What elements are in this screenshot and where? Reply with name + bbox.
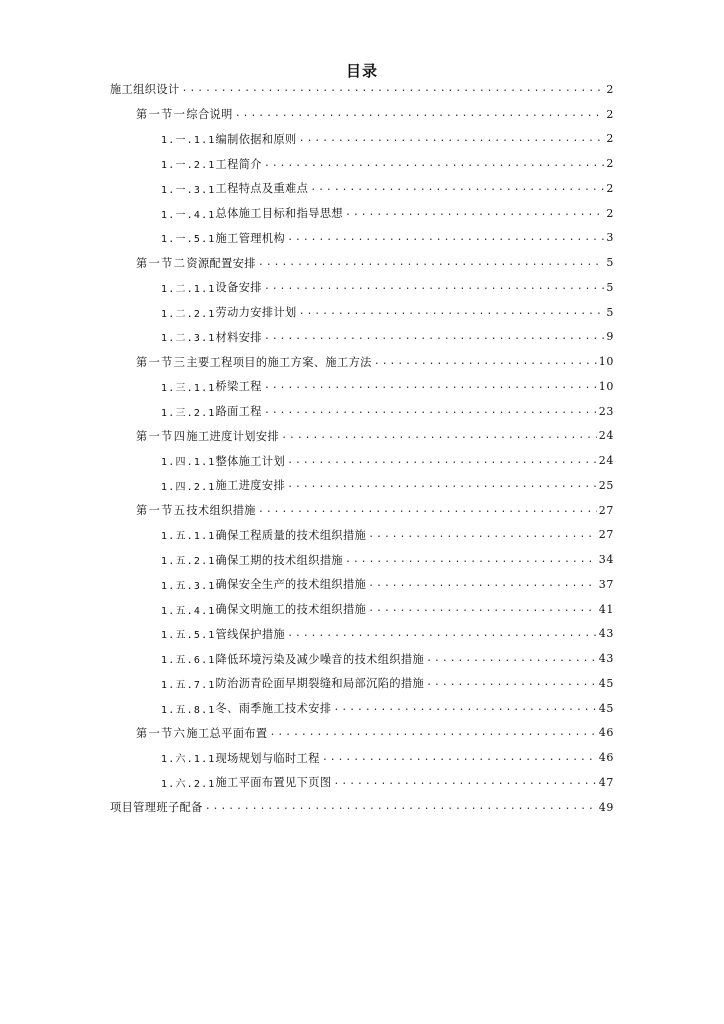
toc-dot-leader (299, 307, 605, 317)
toc-dot-leader (264, 159, 605, 169)
toc-entry-title: 冬、雨季施工技术安排 (215, 702, 332, 716)
toc-entry-number: 第一节二 (136, 256, 187, 270)
toc-page-number: 27 (598, 528, 614, 542)
toc-entry-title: 施工总平面布置 (186, 726, 268, 740)
toc-entry-number: 第一节四 (136, 429, 187, 443)
toc-dot-leader (287, 456, 597, 466)
toc-entry-number: 1.二.1.1 (161, 283, 216, 295)
toc-page-number: 45 (598, 701, 614, 715)
toc-dot-leader (322, 753, 597, 763)
toc-entry-number: 第一节三 (136, 355, 187, 369)
toc-entry[interactable] (161, 770, 614, 795)
toc-dot-leader (281, 431, 597, 441)
toc-dot-leader (264, 406, 597, 416)
toc-dot-leader (287, 233, 604, 243)
toc-entry[interactable] (161, 374, 614, 399)
toc-entry[interactable] (161, 325, 614, 350)
toc-entry-title: 总体施工目标和指导思想 (215, 207, 343, 221)
toc-entry-number: 第一节五 (136, 504, 187, 518)
toc-entry[interactable] (110, 77, 614, 102)
toc-entry-title: 施工平面布置见下页图 (215, 776, 332, 790)
toc-entry-title: 整体施工计划 (215, 454, 286, 468)
toc-page-number: 41 (598, 602, 614, 616)
toc-entry[interactable] (136, 349, 614, 374)
toc-entry-number: 1.五.2.1 (161, 556, 216, 568)
toc-entry-title: 确保安全生产的技术组织措施 (215, 578, 367, 592)
page-title: 目录 (345, 62, 378, 80)
toc-entry-title: 桥梁工程 (215, 380, 262, 394)
toc-dot-leader (368, 604, 597, 614)
toc-entry-number: 1.五.5.1 (161, 630, 216, 642)
toc-entry[interactable] (136, 424, 614, 449)
toc-entry-title: 路面工程 (215, 405, 262, 419)
toc-entry-title: 工程特点及重难点 (215, 182, 309, 196)
toc-entry[interactable] (136, 250, 614, 275)
toc-page-number: 34 (598, 553, 614, 567)
toc-entry[interactable] (161, 597, 614, 622)
toc-entry-number: 1.五.1.1 (161, 531, 216, 543)
toc-page-number: 27 (598, 503, 614, 517)
toc-entry[interactable] (161, 547, 614, 572)
toc-dot-leader (299, 134, 605, 144)
toc-dot-leader (205, 802, 597, 812)
toc-dot-leader (426, 678, 597, 688)
toc-entry-number: 1.六.1.1 (161, 754, 216, 766)
toc-page-number: 5 (606, 256, 614, 270)
toc-entry-number: 1.一.2.1 (161, 160, 216, 172)
toc-entry-title: 施工进度计划安排 (186, 429, 280, 443)
toc-entry[interactable] (161, 671, 614, 696)
toc-page-number: 2 (606, 107, 614, 121)
toc-entry[interactable] (161, 622, 614, 647)
toc-page-number: 2 (606, 206, 614, 220)
toc-page-number: 46 (598, 726, 614, 740)
toc-page-number: 47 (598, 775, 614, 789)
toc-page-number: 3 (606, 231, 614, 245)
toc-page-number: 9 (606, 330, 614, 344)
toc-dot-leader (426, 654, 597, 664)
toc-entry-number: 1.五.7.1 (161, 679, 216, 691)
toc-page-number: 2 (606, 157, 614, 171)
toc-entry-number: 1.一.3.1 (161, 184, 216, 196)
toc-entry[interactable] (161, 646, 614, 671)
toc-entry-title: 材料安排 (215, 330, 262, 344)
toc-entry[interactable] (161, 151, 614, 176)
toc-entry-title: 工程简介 (215, 157, 262, 171)
toc-page-number: 45 (598, 676, 614, 690)
toc-entry-number: 1.一.5.1 (161, 234, 216, 246)
toc-entry-title: 综合说明 (186, 108, 233, 122)
toc-entry-number: 1.六.2.1 (161, 778, 216, 790)
toc-entry-number: 1.二.2.1 (161, 308, 216, 320)
toc-entry[interactable] (161, 399, 614, 424)
toc-dot-leader (368, 530, 597, 540)
toc-dot-leader (345, 208, 604, 218)
toc-entry[interactable] (161, 300, 614, 325)
toc-page-number: 2 (606, 132, 614, 146)
toc-page-number: 10 (598, 355, 614, 369)
toc-entry[interactable] (110, 795, 614, 820)
toc-dot-leader (258, 505, 597, 515)
toc-entry[interactable] (136, 498, 614, 523)
toc-dot-leader (287, 629, 597, 639)
toc-entry-number: 第一节一 (136, 108, 187, 122)
toc-entry[interactable] (161, 127, 614, 152)
toc-entry-title: 防治沥青砼面早期裂缝和局部沉陷的措施 (215, 677, 425, 691)
toc-entry-title: 施工进度安排 (215, 479, 286, 493)
toc-page-number: 24 (598, 454, 614, 468)
toc-dot-leader (264, 332, 605, 342)
toc-dot-leader (333, 703, 596, 713)
toc-entry-title: 降低环境污染及减少噪音的技术组织措施 (215, 652, 425, 666)
toc-page-number: 23 (598, 404, 614, 418)
toc-entry-title: 施工组织设计 (110, 83, 180, 97)
toc-entry-number: 1.三.1.1 (161, 382, 216, 394)
toc-entry[interactable] (161, 745, 614, 770)
toc-entry-number: 1.一.4.1 (161, 209, 216, 221)
toc-entry-title: 设备安排 (215, 281, 262, 295)
toc-entry[interactable] (161, 275, 614, 300)
toc-dot-leader (374, 357, 597, 367)
toc-entry[interactable] (161, 523, 614, 548)
toc-entry-title: 施工管理机构 (215, 231, 286, 245)
toc-dot-leader (258, 258, 605, 268)
toc-entry-title: 现场规划与临时工程 (215, 751, 320, 765)
toc-entry[interactable] (136, 721, 614, 746)
toc-page-number: 24 (598, 429, 614, 443)
toc-entry[interactable] (161, 176, 614, 201)
toc-dot-leader (345, 555, 597, 565)
toc-entry[interactable] (161, 572, 614, 597)
toc-entry-title: 确保文明施工的技术组织措施 (215, 603, 367, 617)
toc-entry[interactable] (161, 448, 614, 473)
toc-page-number: 5 (606, 280, 614, 294)
toc-entry-number: 1.一.1.1 (161, 135, 216, 147)
toc-page-number: 43 (598, 627, 614, 641)
toc-page-number: 2 (606, 181, 614, 195)
toc-entry-number: 1.五.3.1 (161, 580, 216, 592)
toc-entry-number: 1.二.3.1 (161, 333, 216, 345)
toc-entry-title: 项目管理班子配备 (110, 801, 203, 815)
toc-entry-title: 编制依据和原则 (215, 132, 297, 146)
toc-page-number: 37 (598, 577, 614, 591)
toc-entry[interactable] (136, 102, 614, 127)
toc-entry-title: 资源配置安排 (186, 256, 256, 270)
toc-entry-number: 1.五.6.1 (161, 655, 216, 667)
toc-entry-title: 主要工程项目的施工方案、施工方法 (186, 355, 372, 369)
toc-entry-title: 确保工期的技术组织措施 (215, 553, 343, 567)
toc-page-number: 10 (598, 379, 614, 393)
toc-entry-title: 确保工程质量的技术组织措施 (215, 528, 367, 542)
toc-entry-number: 1.五.4.1 (161, 605, 216, 617)
toc-dot-leader (269, 728, 596, 738)
toc-dot-leader (235, 109, 605, 119)
toc-entry-number: 第一节六 (136, 726, 187, 740)
toc-dot-leader (333, 777, 596, 787)
toc-page-number: 5 (606, 305, 614, 319)
toc-dot-leader (287, 480, 597, 490)
toc-page-number: 2 (606, 82, 614, 96)
toc-page-number: 46 (598, 751, 614, 765)
toc-entry[interactable] (161, 696, 614, 721)
toc-page-number: 49 (598, 800, 614, 814)
toc-entry-number: 1.三.2.1 (161, 407, 216, 419)
toc-entry-number: 1.五.8.1 (161, 704, 216, 716)
toc-entry-title: 劳动力安排计划 (215, 306, 297, 320)
toc-dot-leader (264, 282, 605, 292)
toc-entry[interactable] (161, 473, 614, 498)
toc-page-number: 43 (598, 652, 614, 666)
toc-entry[interactable] (161, 201, 614, 226)
toc-page-number: 25 (598, 478, 614, 492)
toc-entry-number: 1.四.2.1 (161, 481, 216, 493)
toc-dot-leader (264, 381, 597, 391)
toc-entry-title: 管线保护措施 (215, 627, 286, 641)
toc-dot-leader (182, 84, 605, 94)
toc-entry-number: 1.四.1.1 (161, 457, 216, 469)
toc-dot-leader (310, 183, 604, 193)
toc-entry[interactable] (161, 226, 614, 251)
toc-entry-title: 技术组织措施 (186, 504, 256, 518)
toc-dot-leader (368, 579, 597, 589)
